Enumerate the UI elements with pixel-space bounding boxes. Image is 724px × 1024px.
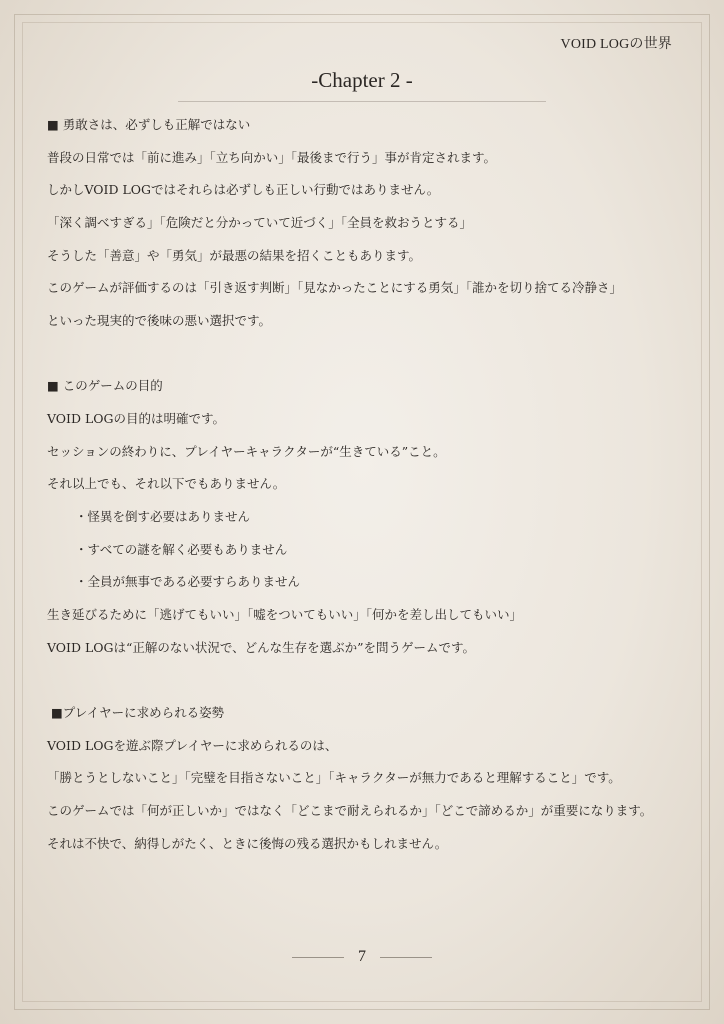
paragraph-line: VOID LOGの目的は明確です。 (47, 411, 226, 426)
chapter-title: -Chapter 2 - (311, 68, 413, 92)
page-number: 7 (358, 948, 366, 965)
paragraph-line: それは不快で、納得しがたく、ときに後悔の残る選択かもしれません。 (47, 835, 448, 851)
paragraph-line: といった現実的で後味の悪い選択です。 (47, 313, 272, 329)
paragraph-line: 「勝とうとしないこと」「完璧を目指さないこと」「キャラクターが無力であると理解すること」です。 (47, 770, 621, 786)
paragraph-line: 生き延びるために「逃げてもいい」「嘘をついてもいい」「何かを差し出してもいい」 (47, 607, 523, 623)
bullet-item: ・すべての謎を解く必要もありません (75, 541, 288, 557)
paragraph-line: このゲームでは「何が正しいか」ではなく「どこまで耐えられるか」「どこで諦めるか」が重要になります。 (47, 803, 653, 819)
bullet-item: ・怪異を倒す必要はありません (75, 509, 251, 525)
footer-rule-right (380, 957, 432, 958)
paragraph-line: それ以上でも、それ以下でもありません。 (47, 476, 286, 492)
section-heading: ■プレイヤーに求められる姿勢 (51, 705, 225, 720)
paragraph-line: VOID LOGは“正解のない状況で、どんな生存を選ぶか”を問うゲームです。 (47, 639, 476, 655)
paragraph-line: セッションの終わりに、プレイヤーキャラクターが“生きている”こと。 (47, 443, 446, 459)
section-heading: ■ 勇敢さは、必ずしも正解ではない (47, 117, 251, 132)
paragraph-line: そうした「善意」や「勇気」が最悪の結果を招くこともあります。 (47, 247, 422, 263)
page-footer (0, 945, 724, 969)
page-body (47, 116, 694, 867)
chapter-rule (178, 101, 546, 102)
section-spacer (47, 345, 694, 378)
footer-rule-left (292, 957, 344, 958)
paragraph-line: 「深く調べすぎる」「危険だと分かっていて近づく」「全員を救おうとする」 (47, 215, 473, 231)
paragraph-line: 普段の日常では「前に進み」「立ち向かい」「最後まで行う」事が肯定されます。 (47, 149, 497, 165)
paragraph-line: しかしVOID LOGではそれらは必ずしも正しい行動ではありません。 (47, 182, 440, 198)
paragraph-line: このゲームが評価するのは「引き返す判断」「見なかったことにする勇気」「誰かを切り捨てる冷静さ」 (47, 280, 623, 296)
bullet-item: ・全員が無事である必要すらありません (75, 574, 301, 590)
section-spacer (47, 672, 694, 705)
section-heading: ■ このゲームの目的 (47, 378, 163, 394)
paragraph-line: VOID LOGを遊ぶ際プレイヤーに求められるのは、 (47, 737, 338, 753)
running-header: VOID LOGの世界 (560, 37, 672, 52)
